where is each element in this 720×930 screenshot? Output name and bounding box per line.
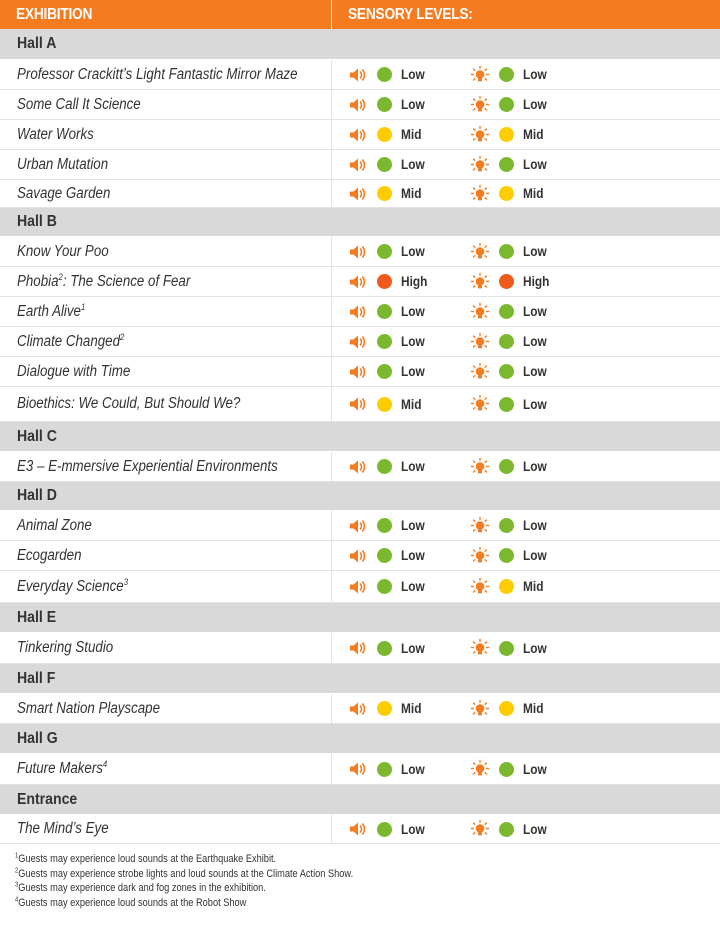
exhibition-name-text: Ecogarden [17, 546, 82, 564]
hall-label: Hall C [17, 427, 57, 445]
exhibition-name-text: Dialogue with Time [17, 362, 131, 380]
exhibition-name-text: Water Works [17, 125, 94, 143]
exhibition-name-cell [0, 90, 332, 119]
light-level-dot [499, 97, 514, 112]
table-row [0, 754, 720, 785]
sound-level-label: Low [401, 244, 425, 259]
sound-level [348, 819, 428, 839]
light-level-label: Low [523, 640, 547, 656]
sound-level-dot [377, 97, 392, 112]
footnote [15, 881, 353, 896]
sound-level [348, 332, 428, 352]
footnote-text: Guests may experience loud sounds at the Robot Show [18, 896, 247, 909]
sound-level [348, 242, 428, 262]
light-level [470, 272, 553, 292]
light-bulb-icon [470, 95, 490, 115]
light-level-dot [499, 641, 514, 656]
sound-level-label: Mid [401, 186, 422, 201]
light-level [470, 125, 546, 145]
light-level-label: Mid [523, 701, 544, 716]
sound-level [348, 302, 428, 322]
speaker-icon [348, 577, 368, 597]
footnote [15, 852, 353, 867]
exhibition-name [17, 363, 130, 381]
table-row [0, 815, 720, 844]
sound-level [348, 394, 424, 414]
speaker-icon [348, 302, 368, 322]
exhibition-name-cell [0, 694, 332, 723]
light-bulb-icon [470, 638, 490, 658]
footnote-number: 2 [15, 866, 19, 874]
light-level-dot [499, 157, 514, 172]
exhibition-name [17, 820, 109, 838]
exhibition-name-text: Earth Alive [17, 302, 81, 320]
exhibition-name-cell [0, 571, 332, 602]
speaker-icon [348, 125, 368, 145]
sound-level-label: Mid [401, 396, 422, 412]
light-level-dot [499, 701, 514, 716]
table-row [0, 180, 720, 208]
light-bulb-icon [470, 577, 490, 597]
exhibition-name-cell [0, 267, 332, 296]
sound-level [348, 95, 428, 115]
hall-header [0, 29, 720, 60]
light-bulb-icon [470, 125, 490, 145]
speaker-icon [348, 759, 368, 779]
light-level-label: Low [523, 761, 547, 777]
light-level-label: High [523, 274, 550, 289]
sound-level-dot [377, 274, 392, 289]
sound-level-dot [377, 244, 392, 259]
sound-level-dot [377, 518, 392, 533]
exhibition-name-text: E3 – E-mmersive Experiential Environments [17, 457, 278, 475]
exhibition-name [17, 760, 107, 778]
light-level-dot [499, 518, 514, 533]
exhibition-name-cell [0, 120, 332, 149]
light-level [470, 242, 550, 262]
light-level [470, 546, 550, 566]
footnote-marker: 2 [119, 331, 125, 342]
light-level-dot [499, 397, 514, 412]
hall-label: Entrance [17, 790, 78, 808]
light-level [470, 577, 546, 597]
light-level-label: Low [523, 304, 547, 319]
hall-label: Hall E [17, 608, 57, 626]
speaker-icon [348, 184, 368, 204]
exhibition-name-cell [0, 357, 332, 386]
sound-level-dot [377, 762, 392, 777]
sound-level [348, 125, 424, 145]
exhibition-name-text: The Mind’s Eye [17, 820, 109, 837]
speaker-icon [348, 699, 368, 719]
sound-level [348, 577, 428, 597]
light-level [470, 394, 550, 414]
sound-level [348, 155, 428, 175]
sound-level-label: Low [401, 67, 425, 82]
hall-label: Hall A [17, 35, 57, 52]
light-level-dot [499, 459, 514, 474]
hall-header [0, 482, 720, 511]
footnote-number: 4 [15, 895, 19, 903]
footnote-marker: 3 [123, 576, 129, 587]
light-level [470, 95, 550, 115]
light-bulb-icon [470, 65, 490, 85]
sound-level-dot [377, 157, 392, 172]
light-level-label: Low [523, 97, 547, 112]
sound-level-label: High [401, 274, 428, 289]
light-level-label: Low [523, 518, 547, 533]
exhibition-name [17, 66, 298, 84]
hall-label: Hall D [17, 487, 57, 504]
light-level-label: Low [523, 67, 547, 82]
exhibition-name-cell [0, 180, 332, 207]
hall-header [0, 664, 720, 694]
speaker-icon [348, 546, 368, 566]
exhibition-name [17, 639, 113, 657]
light-level [470, 638, 550, 658]
light-bulb-icon [470, 457, 490, 477]
speaker-icon [348, 155, 368, 175]
light-level-label: Low [523, 157, 547, 172]
light-level [470, 362, 550, 382]
sound-level-dot [377, 334, 392, 349]
exhibition-name [17, 96, 141, 114]
hall-header [0, 724, 720, 754]
exhibition-name-text: Professor Crackitt’s Light Fantastic Mirror Maze [17, 65, 298, 83]
sound-level-dot [377, 701, 392, 716]
table-row [0, 452, 720, 482]
exhibition-name-cell [0, 237, 332, 266]
exhibition-name-cell [0, 452, 332, 481]
sound-level-label: Low [401, 579, 425, 594]
exhibition-name-text: Future Makers [17, 760, 103, 777]
light-level [470, 819, 550, 839]
light-level-label: Low [523, 396, 547, 412]
footnote-text: Guests may experience dark and fog zones in the exhibition. [18, 882, 266, 894]
sound-level-dot [377, 67, 392, 82]
sound-level [348, 516, 428, 536]
exhibition-name-text: Bioethics: We Could, But Should We? [17, 395, 241, 412]
table-row [0, 120, 720, 150]
exhibition-name-text: Smart Nation Playscape [17, 699, 161, 717]
exhibition-name [17, 333, 124, 351]
footnote-text: Guests may experience loud sounds at the Earthquake Exhibit. [18, 853, 277, 865]
table-row [0, 60, 720, 90]
light-level-dot [499, 67, 514, 82]
light-bulb-icon [470, 272, 490, 292]
header-exhibition [0, 0, 332, 29]
light-level [470, 759, 550, 779]
exhibition-name [17, 185, 110, 203]
hall-header [0, 208, 720, 237]
footnote-number: 3 [15, 881, 19, 889]
sound-level [348, 638, 428, 658]
light-level-label: Low [523, 244, 547, 259]
light-level [470, 65, 550, 85]
exhibition-name-cell [0, 511, 332, 540]
sound-level-dot [377, 822, 392, 837]
exhibition-name-cell [0, 541, 332, 570]
sound-level-label: Low [401, 364, 425, 379]
sound-level-label: Low [401, 640, 425, 656]
table-header [0, 0, 720, 29]
sound-level-dot [377, 397, 392, 412]
table-row [0, 511, 720, 541]
sound-level-label: Low [401, 304, 425, 319]
speaker-icon [348, 457, 368, 477]
exhibition-name [17, 395, 240, 413]
exhibition-name [17, 156, 108, 174]
table-row [0, 633, 720, 664]
sound-level-dot [377, 641, 392, 656]
sound-level [348, 184, 424, 204]
sound-level-dot [377, 459, 392, 474]
light-level-label: Low [523, 364, 547, 379]
light-level [470, 184, 546, 204]
footnote-text: Guests may experience strobe lights and loud sounds at the Climate Action Show. [18, 867, 354, 880]
footnote-number: 1 [15, 852, 19, 860]
light-bulb-icon [470, 362, 490, 382]
speaker-icon [348, 362, 368, 382]
table-row [0, 357, 720, 387]
table-row [0, 541, 720, 571]
sound-level-label: Low [401, 459, 425, 474]
exhibition-name-cell [0, 60, 332, 89]
light-level-dot [499, 579, 514, 594]
header-exhibition-label: EXHIBITION [16, 5, 93, 23]
light-bulb-icon [470, 759, 490, 779]
exhibition-name-cell [0, 754, 332, 784]
speaker-icon [348, 332, 368, 352]
light-level-dot [499, 186, 514, 201]
speaker-icon [348, 516, 368, 536]
exhibition-name-text: Animal Zone [17, 516, 92, 534]
exhibition-name-text: Urban Mutation [17, 155, 109, 173]
exhibition-name-cell [0, 633, 332, 663]
light-bulb-icon [470, 242, 490, 262]
speaker-icon [348, 394, 368, 414]
footnote [15, 867, 353, 882]
light-level [470, 516, 550, 536]
hall-header [0, 785, 720, 815]
sound-level [348, 65, 428, 85]
sound-level-label: Mid [401, 701, 422, 716]
light-level-dot [499, 822, 514, 837]
header-sensory-levels [332, 0, 493, 29]
table-row [0, 571, 720, 603]
light-level-dot [499, 548, 514, 563]
exhibition-name [17, 517, 92, 535]
table-row [0, 237, 720, 267]
footnotes [15, 852, 418, 910]
exhibition-name-text: Everyday Science [17, 577, 124, 595]
sound-level [348, 272, 431, 292]
table-row [0, 297, 720, 327]
exhibition-name-text: Tinkering Studio [17, 639, 114, 656]
exhibition-name [17, 547, 81, 565]
exhibition-name-text: Know Your Poo [17, 242, 109, 260]
light-level-dot [499, 304, 514, 319]
light-bulb-icon [470, 516, 490, 536]
light-level [470, 699, 546, 719]
sound-level [348, 457, 428, 477]
speaker-icon [348, 242, 368, 262]
light-level [470, 332, 550, 352]
exhibition-name [17, 273, 190, 291]
sound-level-label: Low [401, 157, 425, 172]
exhibition-name-text: Savage Garden [17, 184, 111, 202]
exhibition-name-cell [0, 387, 332, 421]
table-row [0, 90, 720, 120]
light-level-dot [499, 274, 514, 289]
header-sensory-levels-label: SENSORY LEVELS: [348, 5, 473, 23]
light-bulb-icon [470, 819, 490, 839]
footnote [15, 896, 353, 911]
footnote-marker: 2 [58, 271, 63, 282]
speaker-icon [348, 65, 368, 85]
sound-level [348, 759, 428, 779]
hall-header [0, 603, 720, 633]
exhibition-name-cell [0, 327, 332, 356]
sound-level-dot [377, 127, 392, 142]
sound-level [348, 699, 424, 719]
hall-label: Hall F [17, 669, 56, 687]
sound-level-label: Low [401, 97, 425, 112]
sound-level-label: Low [401, 518, 425, 533]
sound-level-dot [377, 186, 392, 201]
table-row [0, 694, 720, 724]
exhibition-name-text: Some Call It Science [17, 95, 141, 113]
light-level-label: Mid [523, 127, 544, 142]
light-bulb-icon [470, 546, 490, 566]
light-level-dot [499, 334, 514, 349]
sound-level-dot [377, 364, 392, 379]
hall-label: Hall B [17, 213, 57, 230]
light-bulb-icon [470, 302, 490, 322]
speaker-icon [348, 638, 368, 658]
sound-level [348, 362, 428, 382]
hall-label: Hall G [17, 729, 58, 747]
exhibition-name [17, 126, 94, 144]
exhibition-name [17, 458, 278, 476]
hall-header [0, 422, 720, 452]
speaker-icon [348, 819, 368, 839]
exhibition-name [17, 578, 128, 596]
sound-level-dot [377, 548, 392, 563]
exhibition-name-cell [0, 815, 332, 843]
light-level-dot [499, 364, 514, 379]
table-row [0, 267, 720, 297]
light-level-dot [499, 762, 514, 777]
light-level [470, 155, 550, 175]
sound-level-label: Low [401, 548, 425, 563]
light-bulb-icon [470, 699, 490, 719]
table-row [0, 150, 720, 180]
sound-level-label: Low [401, 334, 425, 349]
light-bulb-icon [470, 184, 490, 204]
light-level-label: Mid [523, 186, 544, 201]
exhibition-name-cell [0, 297, 332, 326]
sound-level-dot [377, 304, 392, 319]
exhibition-name [17, 700, 160, 718]
light-bulb-icon [470, 394, 490, 414]
exhibition-name [17, 303, 85, 321]
footnote-marker: 4 [102, 758, 108, 769]
speaker-icon [348, 95, 368, 115]
footnote-marker: 1 [80, 301, 86, 312]
table-row [0, 327, 720, 357]
light-level-label: Low [523, 459, 547, 474]
exhibition-name-cell [0, 150, 332, 179]
exhibition-name-suffix: : The Science of Fear [62, 272, 191, 290]
light-level [470, 457, 550, 477]
table-row [0, 387, 720, 422]
sound-level-label: Mid [401, 127, 422, 142]
light-level-label: Low [523, 334, 547, 349]
light-bulb-icon [470, 155, 490, 175]
light-level-label: Low [523, 548, 547, 563]
light-level-dot [499, 244, 514, 259]
light-level-label: Mid [523, 579, 544, 594]
sound-level [348, 546, 428, 566]
exhibition-name-text: Phobia [17, 272, 59, 290]
sound-level-label: Low [401, 761, 425, 777]
light-level-dot [499, 127, 514, 142]
sound-level-dot [377, 579, 392, 594]
exhibition-table [0, 29, 720, 844]
exhibition-name-text: Climate Changed [17, 332, 120, 350]
light-level-label: Low [523, 821, 547, 837]
light-level [470, 302, 550, 322]
speaker-icon [348, 272, 368, 292]
exhibition-name [17, 243, 109, 261]
sound-level-label: Low [401, 821, 425, 837]
light-bulb-icon [470, 332, 490, 352]
